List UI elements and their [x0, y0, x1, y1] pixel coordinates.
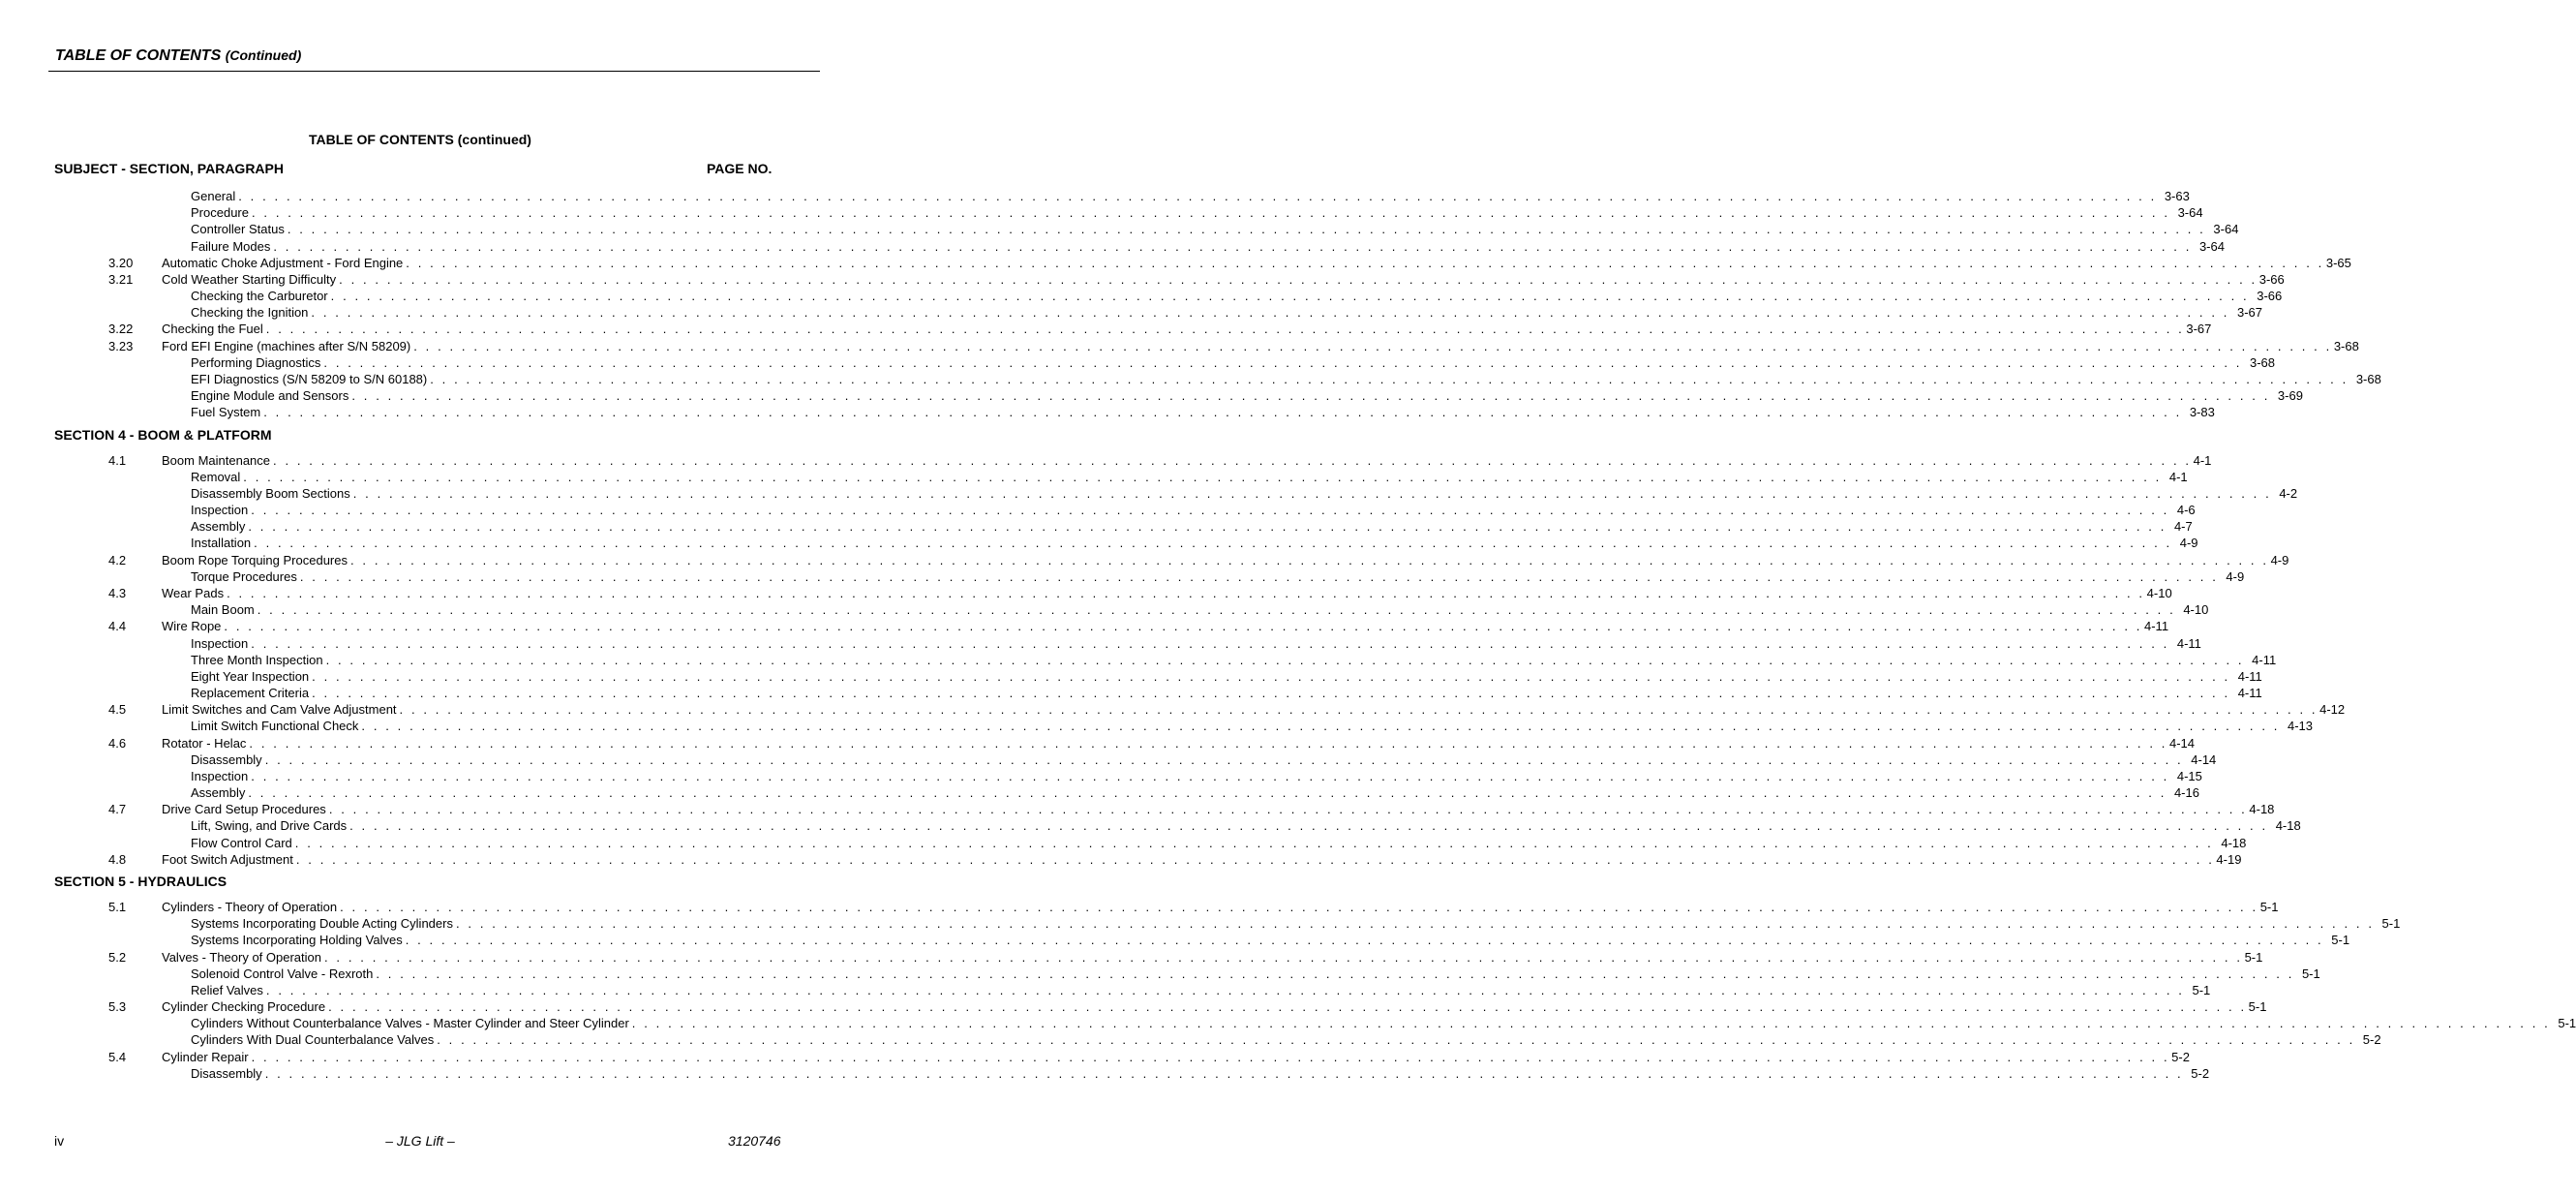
- dot-leader: . . . . . . . . . . . . . . . . . . . . . . . . . . . . . . . . . . . . . . . . . . . . . . . . . . . . . . . . . . . . . . . . . . . . . . . . . . . . . . . . . . . . . . . . . . . . . . . . . . . . . . . . . . . . . . . . . . . . . . . . . . . . . . . . . . . . . . . . . . . . . . . . . . . . . . . . . . . . . . . .: [437, 1032, 2355, 1048]
- toc-line: [191, 304, 2263, 321]
- entry-page-number: 3-69: [2277, 388, 2303, 404]
- dot-leader: . . . . . . . . . . . . . . . . . . . . . . . . . . . . . . . . . . . . . . . . . . . . . . . . . . . . . . . . . . . . . . . . . . . . . . . . . . . . . . . . . . . . . . . . . . . . . . . . . . . . . . . . . . . . . . . . . . . . . . . . . . . . . . . . . . . . . . . . . . . . . . . . . . . . . . . . . . . . . . . .: [413, 338, 2332, 353]
- toc-line: [191, 502, 2196, 518]
- dot-leader: . . . . . . . . . . . . . . . . . . . . . . . . . . . . . . . . . . . . . . . . . . . . . . . . . . . . . . . . . . . . . . . . . . . . . . . . . . . . . . . . . . . . . . . . . . . . . . . . . . . . . . . . . . . . . . . . . . . . . . . . . . . . . . . . . . . . . . . . . . . . . . . . . . . . . . . . . . . . . . . .: [263, 405, 2182, 420]
- toc-line: [191, 817, 2301, 834]
- entry-title: Cylinder Checking Procedure: [162, 999, 326, 1015]
- entry-page-number: 4-19: [2216, 851, 2242, 867]
- entry-title: Lift, Swing, and Drive Cards: [191, 818, 348, 834]
- entry-page-number: 3-68: [2249, 354, 2275, 370]
- toc-line: [191, 518, 2193, 535]
- dot-leader: . . . . . . . . . . . . . . . . . . . . . . . . . . . . . . . . . . . . . . . . . . . . . . . . . . . . . . . . . . . . . . . . . . . . . . . . . . . . . . . . . . . . . . . . . . . . . . . . . . . . . . . . . . . . . . . . . . . . . . . . . . . . . . . . . . . . . . . . . . . . . . . . . . . . . . . . . . . . . . . .: [251, 635, 2169, 651]
- entry-page-number: 5-1: [2331, 933, 2350, 948]
- paragraph-number: 4.7: [108, 802, 127, 817]
- entry-title: Assembly: [191, 785, 246, 801]
- toc-line: [162, 701, 2346, 718]
- entry-page-number: 3-65: [2325, 255, 2351, 270]
- entry-page-number: 3-67: [2186, 322, 2212, 337]
- dot-leader: . . . . . . . . . . . . . . . . . . . . . . . . . . . . . . . . . . . . . . . . . . . . . . . . . . . . . . . . . . . . . . . . . . . . . . . . . . . . . . . . . . . . . . . . . . . . . . . . . . . . . . . . . . . . . . . . . . . . . . . . . . . . . . . . . . . . . . . . . . . . . . . . . . . . . . . . . . . . . . . .: [312, 668, 2230, 684]
- toc-line: [191, 469, 2188, 485]
- entry-page-number: 4-13: [2287, 719, 2314, 734]
- dot-leader: . . . . . . . . . . . . . . . . . . . . . . . . . . . . . . . . . . . . . . . . . . . . . . . . . . . . . . . . . . . . . . . . . . . . . . . . . . . . . . . . . . . . . . . . . . . . . . . . . . . . . . . . . . . . . . . . . . . . . . . . . . . . . . . . . . . . . . . . . . . . . . . . . . . . . . . . . . . . . . . .: [351, 388, 2270, 404]
- dot-leader: . . . . . . . . . . . . . . . . . . . . . . . . . . . . . . . . . . . . . . . . . . . . . . . . . . . . . . . . . . . . . . . . . . . . . . . . . . . . . . . . . . . . . . . . . . . . . . . . . . . . . . . . . . . . . . . . . . . . . . . . . . . . . . . . . . . . . . . . . . . . . . . . . . . . . . . . . . . . . . . .: [224, 619, 2142, 634]
- entry-page-number: 4-16: [2173, 785, 2199, 801]
- section-heading: SECTION 5 - HYDRAULICS: [54, 874, 227, 890]
- entry-title: Wear Pads: [162, 585, 225, 600]
- dot-leader: . . . . . . . . . . . . . . . . . . . . . . . . . . . . . . . . . . . . . . . . . . . . . . . . . . . . . . . . . . . . . . . . . . . . . . . . . . . . . . . . . . . . . . . . . . . . . . . . . . . . . . . . . . . . . . . . . . . . . . . . . . . . . . . . . . . . . . . . . . . . . . . . . . . . . . . . . . . . . . . .: [376, 966, 2294, 981]
- toc-line: [162, 851, 2242, 868]
- paragraph-number: 4.8: [108, 851, 127, 867]
- entry-page-number: 4-11: [2176, 635, 2201, 651]
- entry-title: Fuel System: [191, 405, 261, 420]
- entry-page-number: 5-1: [2248, 999, 2267, 1015]
- header-subtitle: (Continued): [225, 47, 302, 63]
- entry-page-number: 5-2: [2191, 1065, 2210, 1081]
- dot-leader: . . . . . . . . . . . . . . . . . . . . . . . . . . . . . . . . . . . . . . . . . . . . . . . . . . . . . . . . . . . . . . . . . . . . . . . . . . . . . . . . . . . . . . . . . . . . . . . . . . . . . . . . . . . . . . . . . . . . . . . . . . . . . . . . . . . . . . . . . . . . . . . . . . . . . . . . . . . . . . . .: [325, 652, 2245, 667]
- entry-page-number: 3-64: [2213, 222, 2239, 237]
- toc-line: [191, 668, 2262, 685]
- entry-page-number: 3-66: [2257, 289, 2283, 304]
- entry-title: Foot Switch Adjustment: [162, 851, 293, 867]
- toc-line: [191, 751, 2217, 768]
- dot-leader: . . . . . . . . . . . . . . . . . . . . . . . . . . . . . . . . . . . . . . . . . . . . . . . . . . . . . . . . . . . . . . . . . . . . . . . . . . . . . . . . . . . . . . . . . . . . . . . . . . . . . . . . . . . . . . . . . . . . . . . . . . . . . . . . . . . . . . . . . . . . . . . . . . . . . . . . . . . . . . . .: [311, 305, 2229, 321]
- toc-line: [191, 404, 2215, 420]
- entry-page-number: 3-83: [2189, 405, 2215, 420]
- toc-line: [191, 221, 2239, 237]
- entry-page-number: 4-1: [2193, 452, 2212, 468]
- toc-line: [191, 1015, 2576, 1031]
- toc-line: [191, 718, 2314, 734]
- entry-page-number: 4-1: [2168, 469, 2188, 484]
- entry-page-number: 3-68: [2355, 371, 2381, 386]
- entry-page-number: 3-64: [2177, 205, 2203, 221]
- toc-line: [191, 635, 2201, 652]
- toc-line: [191, 238, 2225, 255]
- entry-title: General: [191, 189, 236, 203]
- paragraph-number: 5.1: [108, 900, 127, 915]
- entry-title: Eight Year Inspection: [191, 668, 310, 684]
- dot-leader: . . . . . . . . . . . . . . . . . . . . . . . . . . . . . . . . . . . . . . . . . . . . . . . . . . . . . . . . . . . . . . . . . . . . . . . . . . . . . . . . . . . . . . . . . . . . . . . . . . . . . . . . . . . . . . . . . . . . . . . . . . . . . . . . . . . . . . . . . . . . . . . . . . . . . . . . . . . . . . . .: [340, 900, 2258, 915]
- toc-line: [162, 998, 2267, 1015]
- dot-leader: . . . . . . . . . . . . . . . . . . . . . . . . . . . . . . . . . . . . . . . . . . . . . . . . . . . . . . . . . . . . . . . . . . . . . . . . . . . . . . . . . . . . . . . . . . . . . . . . . . . . . . . . . . . . . . . . . . . . . . . . . . . . . . . . . . . . . . . . . . . . . . . . . . . . . . . . . . . . . . . .: [265, 982, 2185, 997]
- entry-title: Disassembly: [191, 1065, 262, 1081]
- entry-title: Cylinder Repair: [162, 1049, 249, 1064]
- dot-leader: . . . . . . . . . . . . . . . . . . . . . . . . . . . . . . . . . . . . . . . . . . . . . . . . . . . . . . . . . . . . . . . . . . . . . . . . . . . . . . . . . . . . . . . . . . . . . . . . . . . . . . . . . . . . . . . . . . . . . . . . . . . . . . . . . . . . . . . . . . . . . . . . . . . . . . . . . . . . . . . .: [350, 552, 2269, 567]
- dot-leader: . . . . . . . . . . . . . . . . . . . . . . . . . . . . . . . . . . . . . . . . . . . . . . . . . . . . . . . . . . . . . . . . . . . . . . . . . . . . . . . . . . . . . . . . . . . . . . . . . . . . . . . . . . . . . . . . . . . . . . . . . . . . . . . . . . . . . . . . . . . . . . . . . . . . . . . . . . . . . . . .: [324, 949, 2243, 965]
- entry-page-number: 4-2: [2279, 485, 2298, 501]
- entry-title: Main Boom: [191, 602, 255, 618]
- entry-title: Three Month Inspection: [191, 652, 323, 667]
- entry-title: EFI Diagnostics (S/N 58209 to S/N 60188): [191, 371, 428, 386]
- dot-leader: . . . . . . . . . . . . . . . . . . . . . . . . . . . . . . . . . . . . . . . . . . . . . . . . . . . . . . . . . . . . . . . . . . . . . . . . . . . . . . . . . . . . . . . . . . . . . . . . . . . . . . . . . . . . . . . . . . . . . . . . . . . . . . . . . . . . . . . . . . . . . . . . . . . . . . . . . . . . . . . .: [330, 289, 2250, 304]
- paragraph-number: 3.21: [108, 271, 134, 287]
- entry-page-number: 4-11: [2237, 668, 2262, 684]
- page-number-column-heading: PAGE NO.: [707, 161, 773, 176]
- entry-page-number: 5-1: [2381, 916, 2401, 932]
- dot-leader: . . . . . . . . . . . . . . . . . . . . . . . . . . . . . . . . . . . . . . . . . . . . . . . . . . . . . . . . . . . . . . . . . . . . . . . . . . . . . . . . . . . . . . . . . . . . . . . . . . . . . . . . . . . . . . . . . . . . . . . . . . . . . . . . . . . . . . . . . . . . . . . . . . . . . . . . . . . . . . . .: [294, 835, 2214, 850]
- toc-line: [191, 288, 2283, 304]
- entry-title: Installation: [191, 536, 252, 551]
- entry-title: Performing Diagnostics: [191, 354, 321, 370]
- entry-page-number: 4-10: [2183, 602, 2209, 618]
- toc-line: [191, 784, 2199, 801]
- dot-leader: . . . . . . . . . . . . . . . . . . . . . . . . . . . . . . . . . . . . . . . . . . . . . . . . . . . . . . . . . . . . . . . . . . . . . . . . . . . . . . . . . . . . . . . . . . . . . . . . . . . . . . . . . . . . . . . . . . . . . . . . . . . . . . . . . . . . . . . . . . . . . . . . . . . . . . . . . . . . . . . .: [251, 205, 2170, 221]
- dot-leader: . . . . . . . . . . . . . . . . . . . . . . . . . . . . . . . . . . . . . . . . . . . . . . . . . . . . . . . . . . . . . . . . . . . . . . . . . . . . . . . . . . . . . . . . . . . . . . . . . . . . . . . . . . . . . . . . . . . . . . . . . . . . . . . . . . . . . . . . . . . . . . . . . . . . . . . . . . . . . . . .: [251, 768, 2169, 783]
- toc-title: TABLE OF CONTENTS (continued): [309, 132, 531, 147]
- dot-leader: . . . . . . . . . . . . . . . . . . . . . . . . . . . . . . . . . . . . . . . . . . . . . . . . . . . . . . . . . . . . . . . . . . . . . . . . . . . . . . . . . . . . . . . . . . . . . . . . . . . . . . . . . . . . . . . . . . . . . . . . . . . . . . . . . . . . . . . . . . . . . . . . . . . . . . . . . . . . . . . .: [264, 751, 2184, 767]
- entry-page-number: 4-18: [2221, 835, 2247, 850]
- paragraph-number: 4.1: [108, 452, 127, 468]
- dot-leader: . . . . . . . . . . . . . . . . . . . . . . . . . . . . . . . . . . . . . . . . . . . . . . . . . . . . . . . . . . . . . . . . . . . . . . . . . . . . . . . . . . . . . . . . . . . . . . . . . . . . . . . . . . . . . . . . . . . . . . . . . . . . . . . . . . . . . . . . . . . . . . . . . . . . . . . . . . . . . . . .: [455, 916, 2375, 932]
- entry-title: Relief Valves: [191, 982, 263, 997]
- entry-title: Inspection: [191, 768, 249, 783]
- entry-page-number: 4-9: [2179, 536, 2198, 551]
- entry-page-number: 5-1: [2192, 982, 2211, 997]
- paragraph-number: 4.2: [108, 552, 127, 567]
- entry-title: Wire Rope: [162, 619, 222, 634]
- entry-page-number: 4-11: [2144, 619, 2169, 634]
- entry-title: Ford EFI Engine (machines after S/N 58209): [162, 338, 411, 353]
- entry-page-number: 3-67: [2237, 305, 2263, 321]
- entry-title: Drive Card Setup Procedures: [162, 802, 326, 817]
- entry-page-number: 4-11: [2252, 652, 2277, 667]
- dot-leader: . . . . . . . . . . . . . . . . . . . . . . . . . . . . . . . . . . . . . . . . . . . . . . . . . . . . . . . . . . . . . . . . . . . . . . . . . . . . . . . . . . . . . . . . . . . . . . . . . . . . . . . . . . . . . . . . . . . . . . . . . . . . . . . . . . . . . . . . . . . . . . . . . . . . . . . . . . . . . . . .: [249, 735, 2167, 751]
- toc-line: [191, 685, 2262, 701]
- toc-line: [162, 899, 2279, 915]
- dot-leader: . . . . . . . . . . . . . . . . . . . . . . . . . . . . . . . . . . . . . . . . . . . . . . . . . . . . . . . . . . . . . . . . . . . . . . . . . . . . . . . . . . . . . . . . . . . . . . . . . . . . . . . . . . . . . . . . . . . . . . . . . . . . . . . . . . . . . . . . . . . . . . . . . . . . . . . . . . . . . . . .: [430, 371, 2349, 386]
- entry-page-number: 5-1: [2558, 1016, 2576, 1031]
- dot-leader: . . . . . . . . . . . . . . . . . . . . . . . . . . . . . . . . . . . . . . . . . . . . . . . . . . . . . . . . . . . . . . . . . . . . . . . . . . . . . . . . . . . . . . . . . . . . . . . . . . . . . . . . . . . . . . . . . . . . . . . . . . . . . . . . . . . . . . . . . . . . . . . . . . . . . . . . . . . . . . . .: [265, 322, 2185, 337]
- toc-line: [191, 915, 2401, 932]
- entry-page-number: 5-1: [2259, 900, 2279, 915]
- subject-column-heading: SUBJECT - SECTION, PARAGRAPH: [54, 161, 284, 176]
- toc-line: [191, 204, 2203, 221]
- toc-line: [162, 1049, 2190, 1065]
- entry-page-number: 4-7: [2173, 519, 2193, 535]
- toc-line: [162, 552, 2289, 568]
- dot-leader: . . . . . . . . . . . . . . . . . . . . . . . . . . . . . . . . . . . . . . . . . . . . . . . . . . . . . . . . . . . . . . . . . . . . . . . . . . . . . . . . . . . . . . . . . . . . . . . . . . . . . . . . . . . . . . . . . . . . . . . . . . . . . . . . . . . . . . . . . . . . . . . . . . . . . . . . . . . . . . . .: [248, 519, 2167, 535]
- entry-title: Inspection: [191, 635, 249, 651]
- toc-line: [191, 835, 2247, 851]
- entry-title: Engine Module and Sensors: [191, 388, 349, 404]
- paragraph-number: 3.22: [108, 322, 134, 337]
- dot-leader: . . . . . . . . . . . . . . . . . . . . . . . . . . . . . . . . . . . . . . . . . . . . . . . . . . . . . . . . . . . . . . . . . . . . . . . . . . . . . . . . . . . . . . . . . . . . . . . . . . . . . . . . . . . . . . . . . . . . . . . . . . . . . . . . . . . . . . . . . . . . . . . . . . . . . . . . . . . . . . . .: [406, 255, 2324, 270]
- toc-line: [162, 452, 2212, 469]
- dot-leader: . . . . . . . . . . . . . . . . . . . . . . . . . . . . . . . . . . . . . . . . . . . . . . . . . . . . . . . . . . . . . . . . . . . . . . . . . . . . . . . . . . . . . . . . . . . . . . . . . . . . . . . . . . . . . . . . . . . . . . . . . . . . . . . . . . . . . . . . . . . . . . . . . . . . . . . . . . . . . . . .: [257, 602, 2176, 618]
- entry-title: Automatic Choke Adjustment - Ford Engine: [162, 255, 404, 270]
- entry-title: Cylinders Without Counterbalance Valves - Master Cylinder and Steer Cylinder: [191, 1016, 629, 1031]
- paragraph-number: 3.20: [108, 255, 134, 270]
- entry-title: Failure Modes: [191, 238, 271, 254]
- entry-title: Systems Incorporating Holding Valves: [191, 933, 403, 948]
- entry-title: Disassembly Boom Sections: [191, 485, 350, 501]
- entry-page-number: 4-15: [2176, 768, 2202, 783]
- dot-leader: . . . . . . . . . . . . . . . . . . . . . . . . . . . . . . . . . . . . . . . . . . . . . . . . . . . . . . . . . . . . . . . . . . . . . . . . . . . . . . . . . . . . . . . . . . . . . . . . . . . . . . . . . . . . . . . . . . . . . . . . . . . . . . . . . . . . . . . . . . . . . . . . . . . . . . . . . . . . . . . .: [399, 702, 2318, 718]
- entry-page-number: 5-1: [2244, 949, 2263, 965]
- dot-leader: . . . . . . . . . . . . . . . . . . . . . . . . . . . . . . . . . . . . . . . . . . . . . . . . . . . . . . . . . . . . . . . . . . . . . . . . . . . . . . . . . . . . . . . . . . . . . . . . . . . . . . . . . . . . . . . . . . . . . . . . . . . . . . . . . . . . . . . . . . . . . . . . . . . . . . . . . . . . . . . .: [287, 222, 2206, 237]
- entry-page-number: 4-9: [2270, 552, 2289, 567]
- entry-page-number: 3-68: [2333, 338, 2359, 353]
- entry-page-number: 4-9: [2226, 568, 2245, 584]
- toc-line: [162, 618, 2169, 634]
- section-heading: SECTION 4 - BOOM & PLATFORM: [54, 426, 272, 443]
- toc-line: [191, 932, 2350, 948]
- toc-line: [191, 188, 2190, 204]
- footer-brand: – JLG Lift –: [385, 1133, 455, 1149]
- paragraph-number: 5.2: [108, 949, 127, 965]
- paragraph-number: 4.6: [108, 735, 127, 751]
- dot-leader: . . . . . . . . . . . . . . . . . . . . . . . . . . . . . . . . . . . . . . . . . . . . . . . . . . . . . . . . . . . . . . . . . . . . . . . . . . . . . . . . . . . . . . . . . . . . . . . . . . . . . . . . . . . . . . . . . . . . . . . . . . . . . . . . . . . . . . . . . . . . . . . . . . . . . . . . . . . . . . . .: [631, 1016, 2551, 1031]
- entry-page-number: 3-66: [2258, 271, 2285, 287]
- dot-leader: . . . . . . . . . . . . . . . . . . . . . . . . . . . . . . . . . . . . . . . . . . . . . . . . . . . . . . . . . . . . . . . . . . . . . . . . . . . . . . . . . . . . . . . . . . . . . . . . . . . . . . . . . . . . . . . . . . . . . . . . . . . . . . . . . . . . . . . . . . . . . . . . . . . . . . . . . . . . . . . .: [248, 785, 2167, 801]
- entry-title: Removal: [191, 469, 241, 484]
- entry-page-number: 4-14: [2169, 735, 2196, 751]
- dot-leader: . . . . . . . . . . . . . . . . . . . . . . . . . . . . . . . . . . . . . . . . . . . . . . . . . . . . . . . . . . . . . . . . . . . . . . . . . . . . . . . . . . . . . . . . . . . . . . . . . . . . . . . . . . . . . . . . . . . . . . . . . . . . . . . . . . . . . . . . . . . . . . . . . . . . . . . . . . . . . . . .: [352, 485, 2272, 501]
- toc-line: [162, 255, 2351, 271]
- entry-title: Torque Procedures: [191, 568, 297, 584]
- entry-title: Replacement Criteria: [191, 686, 310, 701]
- toc-line: [191, 601, 2209, 618]
- toc-line: [191, 652, 2277, 668]
- toc-line: [191, 768, 2202, 784]
- entry-page-number: 5-1: [2301, 966, 2320, 981]
- entry-title: Systems Incorporating Double Acting Cylinders: [191, 916, 453, 932]
- dot-leader: . . . . . . . . . . . . . . . . . . . . . . . . . . . . . . . . . . . . . . . . . . . . . . . . . . . . . . . . . . . . . . . . . . . . . . . . . . . . . . . . . . . . . . . . . . . . . . . . . . . . . . . . . . . . . . . . . . . . . . . . . . . . . . . . . . . . . . . . . . . . . . . . . . . . . . . . . . . . . . . .: [299, 568, 2219, 584]
- dot-leader: . . . . . . . . . . . . . . . . . . . . . . . . . . . . . . . . . . . . . . . . . . . . . . . . . . . . . . . . . . . . . . . . . . . . . . . . . . . . . . . . . . . . . . . . . . . . . . . . . . . . . . . . . . . . . . . . . . . . . . . . . . . . . . . . . . . . . . . . . . . . . . . . . . . . . . . . . . . . . . . .: [312, 686, 2230, 701]
- entry-page-number: 4-18: [2249, 802, 2275, 817]
- entry-page-number: 4-14: [2191, 751, 2217, 767]
- entry-title: Controller Status: [191, 222, 285, 237]
- entry-page-number: 3-63: [2164, 189, 2190, 203]
- entry-title: Rotator - Helac: [162, 735, 247, 751]
- dot-leader: . . . . . . . . . . . . . . . . . . . . . . . . . . . . . . . . . . . . . . . . . . . . . . . . . . . . . . . . . . . . . . . . . . . . . . . . . . . . . . . . . . . . . . . . . . . . . . . . . . . . . . . . . . . . . . . . . . . . . . . . . . . . . . . . . . . . . . . . . . . . . . . . . . . . . . . . . . . . . . . .: [243, 469, 2162, 484]
- paragraph-number: 4.5: [108, 702, 127, 718]
- toc-line: [162, 338, 2359, 354]
- entry-title: Cylinders With Dual Counterbalance Valves: [191, 1032, 435, 1048]
- entry-title: Boom Rope Torquing Procedures: [162, 552, 348, 567]
- dot-leader: . . . . . . . . . . . . . . . . . . . . . . . . . . . . . . . . . . . . . . . . . . . . . . . . . . . . . . . . . . . . . . . . . . . . . . . . . . . . . . . . . . . . . . . . . . . . . . . . . . . . . . . . . . . . . . . . . . . . . . . . . . . . . . . . . . . . . . . . . . . . . . . . . . . . . . . . . . . . . . . .: [273, 238, 2192, 254]
- toc-line: [162, 735, 2196, 751]
- toc-line: [191, 982, 2211, 998]
- toc-line: [191, 1031, 2381, 1048]
- dot-leader: . . . . . . . . . . . . . . . . . . . . . . . . . . . . . . . . . . . . . . . . . . . . . . . . . . . . . . . . . . . . . . . . . . . . . . . . . . . . . . . . . . . . . . . . . . . . . . . . . . . . . . . . . . . . . . . . . . . . . . . . . . . . . . . . . . . . . . . . . . . . . . . . . . . . . . . . . . . . . . . .: [254, 536, 2172, 551]
- entry-page-number: 4-18: [2275, 818, 2301, 834]
- entry-title: Disassembly: [191, 751, 262, 767]
- dot-leader: . . . . . . . . . . . . . . . . . . . . . . . . . . . . . . . . . . . . . . . . . . . . . . . . . . . . . . . . . . . . . . . . . . . . . . . . . . . . . . . . . . . . . . . . . . . . . . . . . . . . . . . . . . . . . . . . . . . . . . . . . . . . . . . . . . . . . . . . . . . . . . . . . . . . . . . . . . . . . . . .: [251, 1049, 2170, 1064]
- dot-leader: . . . . . . . . . . . . . . . . . . . . . . . . . . . . . . . . . . . . . . . . . . . . . . . . . . . . . . . . . . . . . . . . . . . . . . . . . . . . . . . . . . . . . . . . . . . . . . . . . . . . . . . . . . . . . . . . . . . . . . . . . . . . . . . . . . . . . . . . . . . . . . . . . . . . . . . . . . . . . . . .: [238, 189, 2157, 203]
- paragraph-number: 5.4: [108, 1049, 127, 1064]
- entry-title: Checking the Carburetor: [191, 289, 328, 304]
- dot-leader: . . . . . . . . . . . . . . . . . . . . . . . . . . . . . . . . . . . . . . . . . . . . . . . . . . . . . . . . . . . . . . . . . . . . . . . . . . . . . . . . . . . . . . . . . . . . . . . . . . . . . . . . . . . . . . . . . . . . . . . . . . . . . . . . . . . . . . . . . . . . . . . . . . . . . . . . . . . . . . . .: [405, 933, 2324, 948]
- dot-leader: . . . . . . . . . . . . . . . . . . . . . . . . . . . . . . . . . . . . . . . . . . . . . . . . . . . . . . . . . . . . . . . . . . . . . . . . . . . . . . . . . . . . . . . . . . . . . . . . . . . . . . . . . . . . . . . . . . . . . . . . . . . . . . . . . . . . . . . . . . . . . . . . . . . . . . . . . . . . . . . .: [227, 585, 2145, 600]
- footer-doc-number: 3120746: [728, 1133, 781, 1149]
- footer-page-number: iv: [54, 1133, 65, 1149]
- entry-title: Flow Control Card: [191, 835, 292, 850]
- entry-title: Checking the Ignition: [191, 305, 309, 321]
- toc-line: [191, 535, 2198, 551]
- toc-line: [162, 585, 2172, 601]
- paragraph-number: 4.4: [108, 619, 127, 634]
- toc-line: [191, 568, 2245, 585]
- entry-title: Limit Switch Functional Check: [191, 719, 359, 734]
- dot-leader: . . . . . . . . . . . . . . . . . . . . . . . . . . . . . . . . . . . . . . . . . . . . . . . . . . . . . . . . . . . . . . . . . . . . . . . . . . . . . . . . . . . . . . . . . . . . . . . . . . . . . . . . . . . . . . . . . . . . . . . . . . . . . . . . . . . . . . . . . . . . . . . . . . . . . . . . . . . . . . . .: [328, 802, 2248, 817]
- toc-line: [191, 966, 2320, 982]
- toc-line: [162, 271, 2285, 288]
- entry-title: Cold Weather Starting Difficulty: [162, 271, 337, 287]
- entry-title: Procedure: [191, 205, 249, 221]
- paragraph-number: 3.23: [108, 338, 134, 353]
- entry-page-number: 3-64: [2198, 238, 2225, 254]
- entry-title: Checking the Fuel: [162, 322, 263, 337]
- entry-title: Cylinders - Theory of Operation: [162, 900, 338, 915]
- dot-leader: . . . . . . . . . . . . . . . . . . . . . . . . . . . . . . . . . . . . . . . . . . . . . . . . . . . . . . . . . . . . . . . . . . . . . . . . . . . . . . . . . . . . . . . . . . . . . . . . . . . . . . . . . . . . . . . . . . . . . . . . . . . . . . . . . . . . . . . . . . . . . . . . . . . . . . . . . . . . . . . .: [361, 719, 2280, 734]
- entry-title: Inspection: [191, 503, 249, 518]
- entry-page-number: 4-12: [2319, 702, 2346, 718]
- entry-page-number: 4-10: [2146, 585, 2172, 600]
- entry-title: Assembly: [191, 519, 246, 535]
- paragraph-number: 5.3: [108, 999, 127, 1015]
- paragraph-number: 4.3: [108, 585, 127, 600]
- header-title: TABLE OF CONTENTS: [55, 47, 222, 64]
- toc-line: [191, 354, 2275, 371]
- entry-title: Boom Maintenance: [162, 452, 271, 468]
- dot-leader: . . . . . . . . . . . . . . . . . . . . . . . . . . . . . . . . . . . . . . . . . . . . . . . . . . . . . . . . . . . . . . . . . . . . . . . . . . . . . . . . . . . . . . . . . . . . . . . . . . . . . . . . . . . . . . . . . . . . . . . . . . . . . . . . . . . . . . . . . . . . . . . . . . . . . . . . . . . . . . . .: [349, 818, 2268, 834]
- entry-page-number: 5-2: [2362, 1032, 2381, 1048]
- dot-leader: . . . . . . . . . . . . . . . . . . . . . . . . . . . . . . . . . . . . . . . . . . . . . . . . . . . . . . . . . . . . . . . . . . . . . . . . . . . . . . . . . . . . . . . . . . . . . . . . . . . . . . . . . . . . . . . . . . . . . . . . . . . . . . . . . . . . . . . . . . . . . . . . . . . . . . . . . . . . . . . .: [328, 999, 2247, 1015]
- dot-leader: . . . . . . . . . . . . . . . . . . . . . . . . . . . . . . . . . . . . . . . . . . . . . . . . . . . . . . . . . . . . . . . . . . . . . . . . . . . . . . . . . . . . . . . . . . . . . . . . . . . . . . . . . . . . . . . . . . . . . . . . . . . . . . . . . . . . . . . . . . . . . . . . . . . . . . . . . . . . . . . .: [323, 354, 2242, 370]
- toc-line: [162, 801, 2275, 817]
- dot-leader: . . . . . . . . . . . . . . . . . . . . . . . . . . . . . . . . . . . . . . . . . . . . . . . . . . . . . . . . . . . . . . . . . . . . . . . . . . . . . . . . . . . . . . . . . . . . . . . . . . . . . . . . . . . . . . . . . . . . . . . . . . . . . . . . . . . . . . . . . . . . . . . . . . . . . . . . . . . . . . . .: [295, 851, 2215, 867]
- dot-leader: . . . . . . . . . . . . . . . . . . . . . . . . . . . . . . . . . . . . . . . . . . . . . . . . . . . . . . . . . . . . . . . . . . . . . . . . . . . . . . . . . . . . . . . . . . . . . . . . . . . . . . . . . . . . . . . . . . . . . . . . . . . . . . . . . . . . . . . . . . . . . . . . . . . . . . . . . . . . . . . .: [251, 503, 2169, 518]
- toc-line: [191, 387, 2303, 404]
- dot-leader: . . . . . . . . . . . . . . . . . . . . . . . . . . . . . . . . . . . . . . . . . . . . . . . . . . . . . . . . . . . . . . . . . . . . . . . . . . . . . . . . . . . . . . . . . . . . . . . . . . . . . . . . . . . . . . . . . . . . . . . . . . . . . . . . . . . . . . . . . . . . . . . . . . . . . . . . . . . . . . . .: [273, 452, 2192, 468]
- entry-page-number: 4-11: [2237, 686, 2262, 701]
- entry-page-number: 4-6: [2176, 503, 2196, 518]
- toc-line: [162, 949, 2263, 966]
- toc-line: [191, 1065, 2210, 1082]
- dot-leader: . . . . . . . . . . . . . . . . . . . . . . . . . . . . . . . . . . . . . . . . . . . . . . . . . . . . . . . . . . . . . . . . . . . . . . . . . . . . . . . . . . . . . . . . . . . . . . . . . . . . . . . . . . . . . . . . . . . . . . . . . . . . . . . . . . . . . . . . . . . . . . . . . . . . . . . . . . . . . . . .: [264, 1065, 2184, 1081]
- entry-title: Valves - Theory of Operation: [162, 949, 321, 965]
- toc-line: [191, 371, 2381, 387]
- entry-title: Limit Switches and Cam Valve Adjustment: [162, 702, 397, 718]
- entry-page-number: 5-2: [2171, 1049, 2190, 1064]
- toc-line: [191, 485, 2298, 502]
- toc-line: [162, 321, 2212, 337]
- entry-title: Solenoid Control Valve - Rexroth: [191, 966, 374, 981]
- dot-leader: . . . . . . . . . . . . . . . . . . . . . . . . . . . . . . . . . . . . . . . . . . . . . . . . . . . . . . . . . . . . . . . . . . . . . . . . . . . . . . . . . . . . . . . . . . . . . . . . . . . . . . . . . . . . . . . . . . . . . . . . . . . . . . . . . . . . . . . . . . . . . . . . . . . . . . . . . . . . . . . .: [339, 271, 2258, 287]
